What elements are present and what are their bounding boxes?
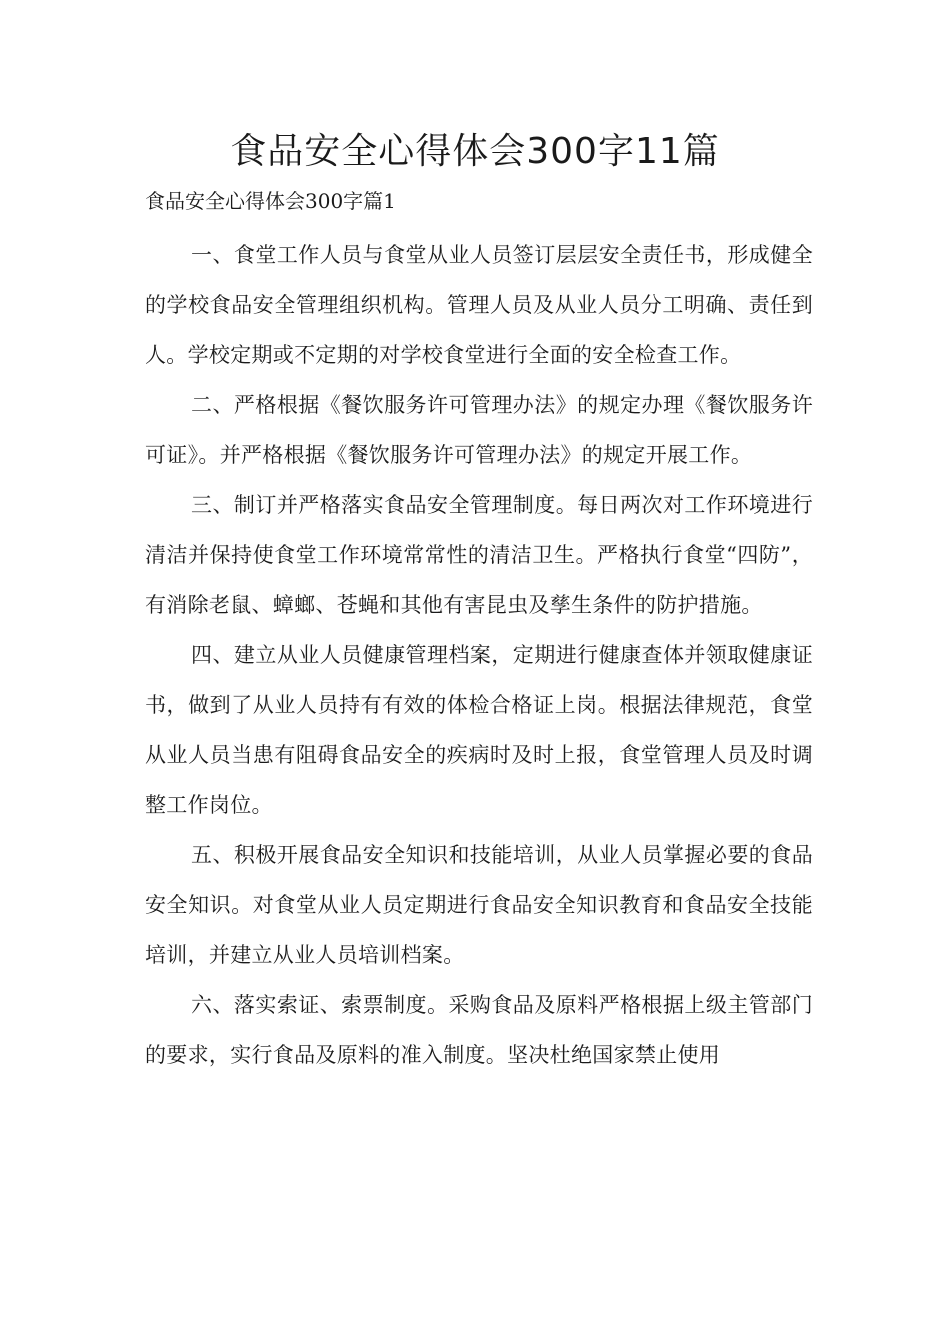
paragraph-4: 四、建立从业人员健康管理档案，定期进行健康查体并领取健康证书，做到了从业人员持有有效的体检合格证上岗。根据法律规范，食堂从业人员当患有阻碍食品安全的疾病时及时上报，食堂管理人员及时调整工作岗位。 bbox=[145, 643, 813, 817]
paragraph-2: 二、严格根据《餐饮服务许可管理办法》的规定办理《餐饮服务许可证》。并严格根据《餐饮服务许可管理办法》的规定开展工作。 bbox=[145, 393, 813, 467]
paragraph-6: 六、落实索证、索票制度。采购食品及原料严格根据上级主管部门的要求，实行食品及原料的准入制度。坚决杜绝国家禁止使用 bbox=[145, 993, 813, 1067]
paragraph-3: 三、制订并严格落实食品安全管理制度。每日两次对工作环境进行清洁并保持使食堂工作环境常常性的清洁卫生。严格执行食堂“四防”，有消除老鼠、蟑螂、苍蝇和其他有害昆虫及孳生条件的防护措施。 bbox=[145, 493, 813, 617]
document-subtitle: 食品安全心得体会300字篇1 bbox=[145, 189, 396, 213]
document-body bbox=[145, 230, 813, 1080]
paragraph-1: 一、食堂工作人员与食堂从业人员签订层层安全责任书，形成健全的学校食品安全管理组织机构。管理人员及从业人员分工明确、责任到人。学校定期或不定期的对学校食堂进行全面的安全检查工作。 bbox=[145, 243, 813, 367]
paragraph-5: 五、积极开展食品安全知识和技能培训，从业人员掌握必要的食品安全知识。对食堂从业人员定期进行食品安全知识教育和食品安全技能培训，并建立从业人员培训档案。 bbox=[145, 843, 813, 967]
document-title: 食品安全心得体会300字11篇 bbox=[230, 131, 720, 172]
